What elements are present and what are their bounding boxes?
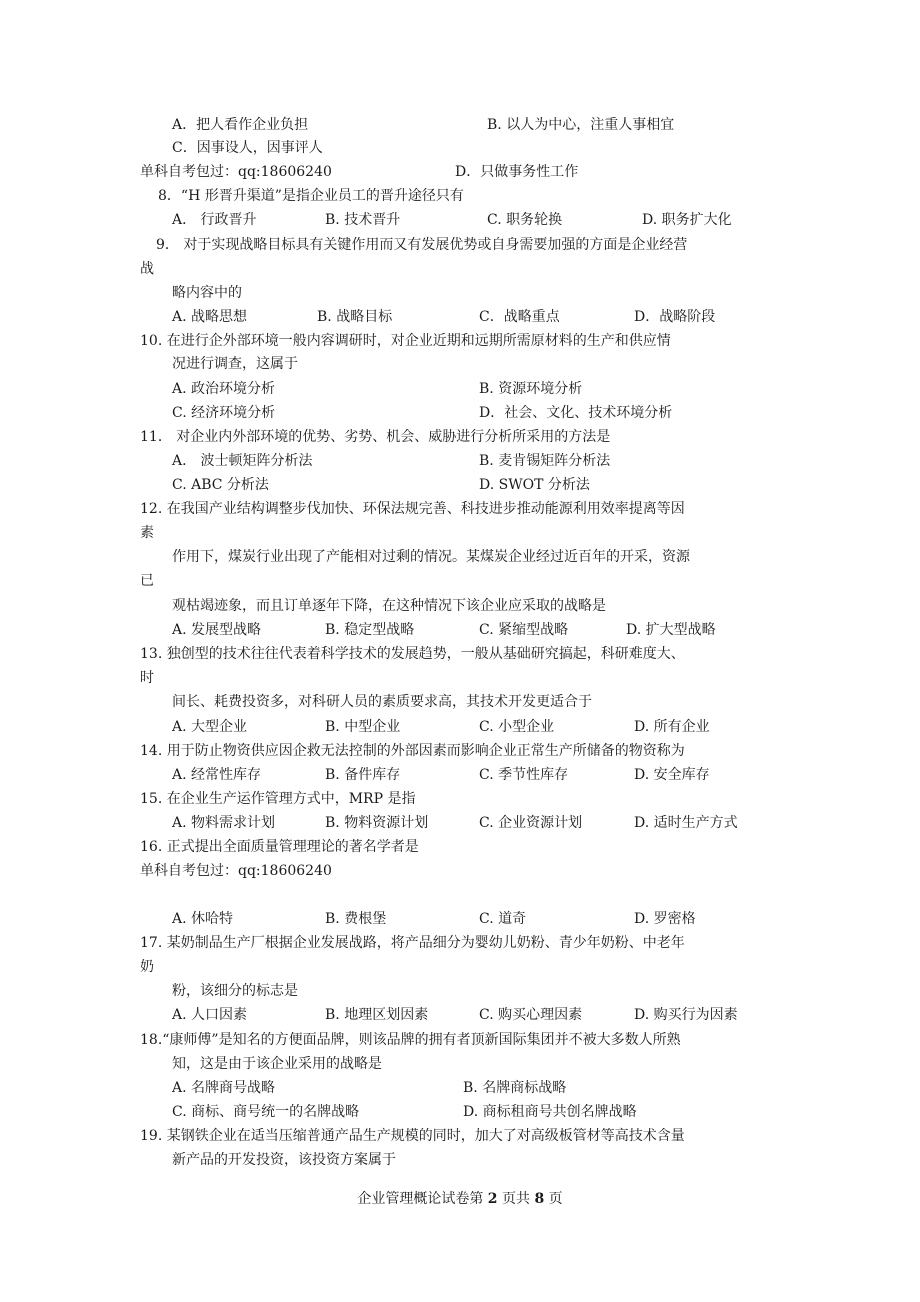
q9-stem: 9． 对于实现战略目标具有关键作用而又有发展优势或自身需要加强的方面是企业经营 [156,237,688,253]
q7-option-d: D．只做事务性工作 [455,164,579,180]
q10-option-a: A. 政治环境分析 [172,381,276,397]
q18-option-b: B. 名牌商标战略 [463,1080,567,1096]
q13-option-a: A. 大型企业 [172,719,248,735]
q13-stem-cont: 间长、耗费投资多，对科研人员的素质要求高，其技术开发更适合于 [172,694,592,710]
q13-option-d: D. 所有企业 [634,719,710,735]
q10-option-b: B. 资源环境分析 [479,381,583,397]
q8-option-d: D. 职务扩大化 [642,212,732,228]
q12-option-d: D. 扩大型战略 [626,622,716,638]
q7-option-b: B. 以人为中心，注重人事相宜 [487,117,675,133]
q12-option-a: A. 发展型战略 [172,622,262,638]
q16-option-d: D. 罗密格 [634,911,696,927]
q7-option-a: A．把人看作企业负担 [172,117,309,133]
q18-option-c: C. 商标、商号统一的名牌战略 [172,1104,360,1120]
q16-option-a: A. 休哈特 [172,911,234,927]
q15-option-b: B. 物料资源计划 [325,815,429,831]
q9-stem-wrap: 战 [140,261,154,277]
q11-stem: 11． 对企业内外部环境的优势、劣势、机会、威胁进行分析所采用的方法是 [140,429,611,445]
q7-option-c: C．因事设人，因事评人 [172,140,323,156]
q12-stem-cont2: 观枯竭迹象，而且订单逐年下降，在这种情况下该企业应采取的战略是 [172,598,606,614]
footer-prefix: 企业管理概论试卷第 [357,1191,488,1207]
q14-stem: 14. 用于防止物资供应因企救无法控制的外部因素而影响企业正常生产所储备的物资称为 [140,743,685,759]
q17-stem: 17. 某奶制品生产厂根据企业发展战路，将产品细分为婴幼儿奶粉、青少年奶粉、中老年 [140,935,685,951]
q13-stem-wrap: 时 [140,670,154,686]
q9-option-a: A. 战略思想 [172,309,248,325]
q14-option-c: C. 季节性库存 [479,767,569,783]
q11-option-c: C. ABC 分析法 [172,477,269,493]
q18-option-a: A. 名牌商号战略 [172,1080,276,1096]
q17-option-d: D. 购买行为因素 [634,1007,738,1023]
q12-option-c: C. 紧缩型战略 [479,622,569,638]
q15-option-a: A. 物料需求计划 [172,815,276,831]
q10-option-c: C. 经济环境分析 [172,405,276,421]
q17-option-b: B. 地理区划因素 [325,1007,429,1023]
page-footer [0,1188,920,1210]
q16-option-b: B. 费根堡 [325,911,387,927]
q10-stem-cont: 况进行调查，这属于 [172,356,298,372]
q16-stem: 16. 正式提出全面质量管理理论的著名学者是 [140,839,419,855]
q17-option-c: C. 购买心理因素 [479,1007,583,1023]
q12-option-b: B. 稳定型战略 [325,622,415,638]
q14-option-d: D. 安全库存 [634,767,710,783]
q11-option-b: B. 麦肯锡矩阵分析法 [479,453,611,469]
q17-stem-wrap: 奶 [140,959,154,975]
q19-stem: 19. 某钢铁企业在适当压缩普通产品生产规模的同时，加大了对高级板管材等高技术含量 [140,1128,685,1144]
q18-option-d: D. 商标租商号共创名牌战略 [463,1104,637,1120]
q15-stem: 15. 在企业生产运作管理方式中，MRP 是指 [140,791,416,807]
q8-stem: 8．“H 形晋升渠道”是指企业员工的晋升途径只有 [158,188,464,204]
q12-stem-wrap2: 已 [140,573,154,589]
q14-option-b: B. 备件库存 [325,767,401,783]
q9-stem-cont: 略内容中的 [172,285,242,301]
ad-line-2: 单科自考包过：qq:18606240 [140,863,332,879]
footer-suffix: 页 [544,1191,563,1207]
q8-option-b: B. 技术晋升 [325,212,401,228]
q13-option-b: B. 中型企业 [325,719,401,735]
footer-total-pages: 8 [534,1191,545,1207]
footer-page-number: 2 [487,1191,498,1207]
q8-option-a: A． 行政晋升 [172,212,257,228]
q15-option-d: D. 适时生产方式 [634,815,738,831]
footer-middle: 页共 [497,1191,535,1207]
q9-option-c: C．战略重点 [479,309,560,325]
q17-stem-cont: 粉，该细分的标志是 [172,983,298,999]
q9-option-d: D．战略阶段 [634,309,716,325]
q18-stem-cont: 知，这是由于该企业采用的战略是 [172,1056,382,1072]
q9-option-b: B. 战略目标 [317,309,393,325]
q12-stem-wrap: 素 [140,525,154,541]
q13-stem: 13. 独创型的技术往往代表着科学技术的发展趋势，一般从基础研究搞起，科研难度大、 [140,646,685,662]
q10-option-d: D．社会、文化、技术环境分析 [479,405,673,421]
q11-option-a: A． 波士顿矩阵分析法 [172,453,313,469]
q18-stem: 18.“康师傅”是知名的方便面品牌，则该品牌的拥有者顶新国际集团并不被大多数人所熟 [140,1032,681,1048]
q16-option-c: C. 道奇 [479,911,527,927]
q14-option-a: A. 经常性库存 [172,767,262,783]
q8-option-c: C. 职务轮换 [487,212,563,228]
q17-option-a: A. 人口因素 [172,1007,248,1023]
q10-stem: 10. 在进行企外部环境一般内容调研时，对企业近期和远期所需原材料的生产和供应情 [140,333,671,349]
q12-stem-cont1: 作用下，煤炭行业出现了产能相对过剩的情况。某煤炭企业经过近百年的开采，资源 [172,549,690,565]
q19-stem-cont: 新产品的开发投资，该投资方案属于 [172,1152,396,1168]
q12-stem: 12. 在我国产业结构调整步伐加快、环保法规完善、科技进步推动能源利用效率提离等因 [140,501,685,517]
q13-option-c: C. 小型企业 [479,719,555,735]
q15-option-c: C. 企业资源计划 [479,815,583,831]
ad-line: 单科自考包过：qq:18606240 [140,164,332,180]
q11-option-d: D. SWOT 分析法 [479,477,590,493]
